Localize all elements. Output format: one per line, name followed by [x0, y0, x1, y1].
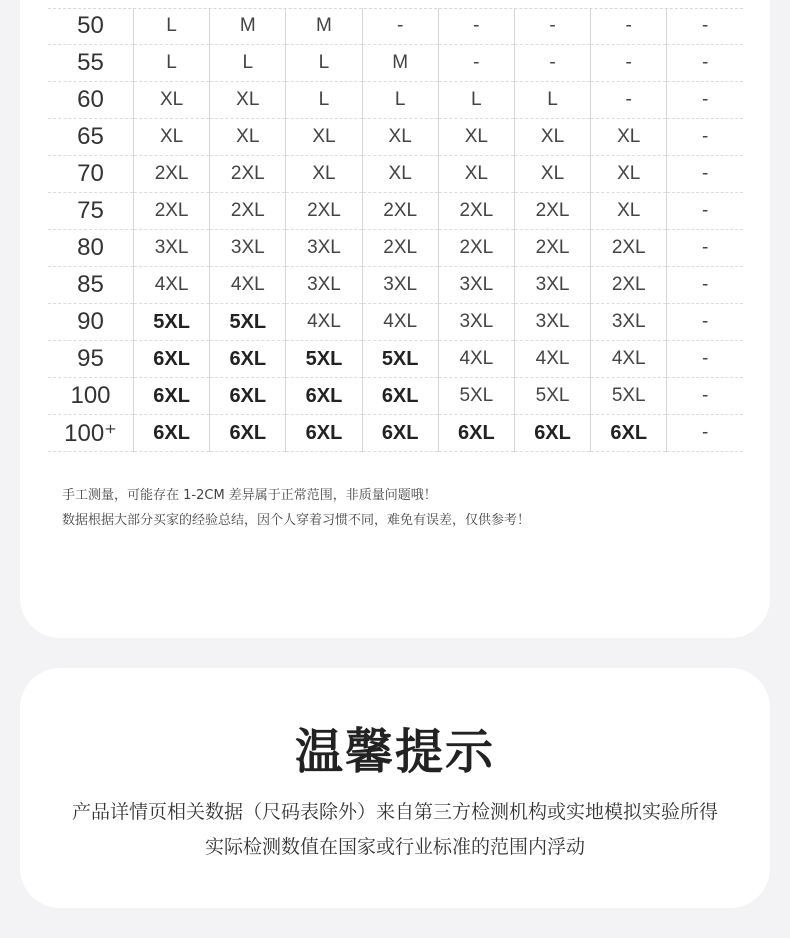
size-cell: 2XL [514, 230, 590, 267]
size-cell: 5XL [514, 378, 590, 415]
size-cell: M [362, 45, 438, 82]
size-cell: - [591, 45, 667, 82]
size-cell: XL [362, 119, 438, 156]
size-cell: - [667, 156, 743, 193]
size-cell: 5XL [362, 341, 438, 378]
size-cell: XL [286, 119, 362, 156]
size-cell: 6XL [286, 378, 362, 415]
table-row [48, 156, 743, 193]
size-cell: 4XL [514, 341, 590, 378]
size-cell: 2XL [591, 267, 667, 304]
size-cell: 3XL [134, 230, 210, 267]
size-cell: L [514, 82, 590, 119]
size-cell: XL [514, 156, 590, 193]
size-cell: 6XL [134, 378, 210, 415]
size-cell: - [591, 82, 667, 119]
size-cell: L [438, 82, 514, 119]
size-cell: 3XL [210, 230, 286, 267]
table-row [48, 8, 743, 45]
size-cell: 6XL [591, 415, 667, 452]
size-cell: - [667, 378, 743, 415]
size-cell: 6XL [210, 378, 286, 415]
size-cell: XL [210, 119, 286, 156]
weight-cell: 70 [48, 156, 134, 193]
size-cell: L [210, 45, 286, 82]
size-cell: M [286, 8, 362, 45]
table-row [48, 415, 743, 452]
size-cell: - [362, 8, 438, 45]
size-cell: XL [591, 119, 667, 156]
size-cell: 6XL [210, 341, 286, 378]
size-cell: 5XL [210, 304, 286, 341]
size-cell: 2XL [438, 230, 514, 267]
size-cell: 3XL [362, 267, 438, 304]
size-cell: 2XL [362, 193, 438, 230]
weight-cell: 50 [48, 8, 134, 45]
size-cell: 5XL [134, 304, 210, 341]
tips-line-2: 实际检测数值在国家或行业标准的范围内浮动 [204, 836, 585, 858]
size-cell: L [286, 45, 362, 82]
size-cell: M [210, 8, 286, 45]
size-cell: 4XL [210, 267, 286, 304]
size-cell: 2XL [438, 193, 514, 230]
table-row [48, 341, 743, 378]
size-cell: 5XL [438, 378, 514, 415]
table-row [48, 304, 743, 341]
size-cell: L [134, 45, 210, 82]
table-row [48, 119, 743, 156]
size-cell: 6XL [514, 415, 590, 452]
table-row [48, 82, 743, 119]
tips-title: 温馨提示 [294, 724, 495, 780]
size-cell: - [514, 45, 590, 82]
size-cell: - [438, 45, 514, 82]
weight-cell: 55 [48, 45, 134, 82]
size-cell: 2XL [134, 156, 210, 193]
size-cell: 2XL [514, 193, 590, 230]
size-cell: 6XL [438, 415, 514, 452]
size-cell: - [514, 8, 590, 45]
tips-card [20, 668, 770, 908]
size-cell: 6XL [210, 415, 286, 452]
tips-line-1: 产品详情页相关数据（尺码表除外）来自第三方检测机构或实地模拟实验所得 [71, 801, 718, 823]
size-cell: XL [438, 156, 514, 193]
weight-cell: 60 [48, 82, 134, 119]
table-row [48, 193, 743, 230]
weight-cell: 80 [48, 230, 134, 267]
size-cell: - [667, 8, 743, 45]
size-cell: 3XL [514, 304, 590, 341]
note-reference: 数据根据大部分买家的经验总结，因个人穿着习惯不同，难免有误差，仅供参考！ [62, 513, 531, 528]
weight-cell: 100 [48, 378, 134, 415]
size-cell: 4XL [591, 341, 667, 378]
size-cell: - [667, 267, 743, 304]
size-cell: 4XL [438, 341, 514, 378]
size-cell: - [591, 8, 667, 45]
size-cell: L [286, 82, 362, 119]
size-cell: 2XL [286, 193, 362, 230]
size-cell: 2XL [134, 193, 210, 230]
note-measurement: 手工测量，可能存在 1-2CM 差异属于正常范围，非质量问题哦！ [62, 488, 437, 503]
size-cell: - [667, 119, 743, 156]
size-cell: L [134, 8, 210, 45]
size-cell: 3XL [286, 267, 362, 304]
size-cell: - [438, 8, 514, 45]
table-row [48, 230, 743, 267]
size-cell: 2XL [591, 230, 667, 267]
size-cell: 3XL [286, 230, 362, 267]
size-cell: 3XL [514, 267, 590, 304]
table-row [48, 267, 743, 304]
table-row [48, 378, 743, 415]
size-cell: 4XL [286, 304, 362, 341]
size-cell: XL [286, 156, 362, 193]
size-cell: 5XL [286, 341, 362, 378]
size-cell: 6XL [362, 415, 438, 452]
size-cell: XL [591, 156, 667, 193]
size-cell: 5XL [591, 378, 667, 415]
size-cell: - [667, 82, 743, 119]
size-cell: 6XL [134, 341, 210, 378]
size-cell: L [362, 82, 438, 119]
size-cell: 4XL [134, 267, 210, 304]
size-cell: XL [210, 82, 286, 119]
size-cell: 3XL [438, 267, 514, 304]
size-cell: 2XL [210, 156, 286, 193]
size-table [48, 8, 743, 452]
size-cell: - [667, 230, 743, 267]
size-cell: 3XL [591, 304, 667, 341]
weight-cell: 100⁺ [48, 415, 134, 452]
size-cell: - [667, 193, 743, 230]
size-cell: XL [514, 119, 590, 156]
size-cell: - [667, 415, 743, 452]
size-cell: - [667, 341, 743, 378]
size-cell: 6XL [362, 378, 438, 415]
size-cell: XL [591, 193, 667, 230]
size-cell: XL [134, 82, 210, 119]
size-cell: 6XL [286, 415, 362, 452]
size-cell: - [667, 304, 743, 341]
size-cell: XL [438, 119, 514, 156]
weight-cell: 85 [48, 267, 134, 304]
weight-cell: 90 [48, 304, 134, 341]
size-cell: 3XL [438, 304, 514, 341]
weight-cell: 75 [48, 193, 134, 230]
size-cell: XL [134, 119, 210, 156]
size-cell: XL [362, 156, 438, 193]
table-row [48, 45, 743, 82]
size-cell: - [667, 45, 743, 82]
size-cell: 2XL [210, 193, 286, 230]
size-cell: 2XL [362, 230, 438, 267]
weight-cell: 65 [48, 119, 134, 156]
weight-cell: 95 [48, 341, 134, 378]
size-cell: 4XL [362, 304, 438, 341]
size-cell: 6XL [134, 415, 210, 452]
